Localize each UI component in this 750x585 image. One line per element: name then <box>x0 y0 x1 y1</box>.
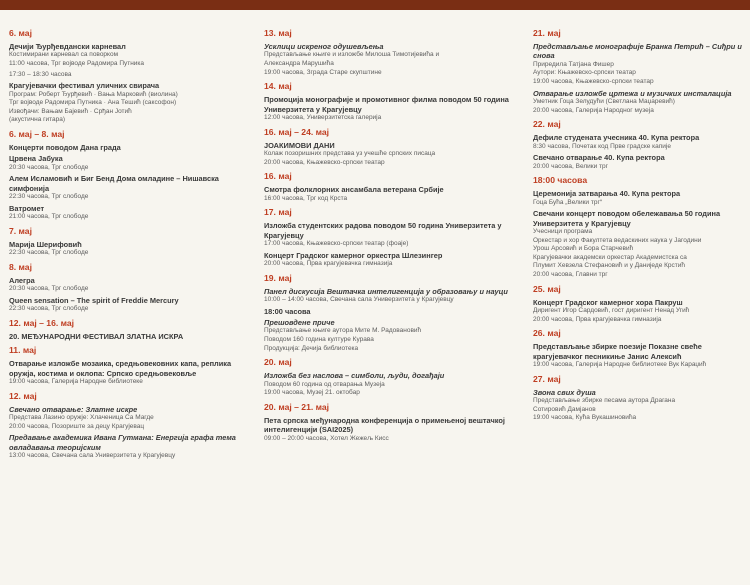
event-title: Изложба без наслова – симболи, људи, догађаји <box>264 371 445 381</box>
section-date: 17. мај <box>264 207 292 218</box>
section-date: 22. мај <box>533 119 561 130</box>
event-detail: Урош Арсовић и Бора Старчевић <box>533 245 634 253</box>
event-detail: Колаж позоришних представа уз учешће српских писаца <box>264 150 436 157</box>
event-item <box>533 89 747 116</box>
event-item <box>264 42 518 77</box>
event-item <box>9 81 245 125</box>
event-detail: 20:00 часова, Главни трг <box>533 270 608 278</box>
event-detail: 21:00 часова, Трг слободе <box>9 213 89 221</box>
event-title: Queen sensation – The spirit of Freddie Mercury <box>9 295 179 305</box>
event-detail: Трг војводе Радомира Путника · Ана Тешић (саксофон) <box>9 99 177 107</box>
event-title: Предавање академика Ивана Гутмана: Енергија графа тема овладавања теоријским <box>9 433 236 452</box>
event-item <box>9 174 245 201</box>
event-detail: Представљање књиге и изложбе Милоша Тимотијевића и <box>264 51 440 59</box>
event-detail: Извођачи: Вањам Бајевић · Срђан Јотић <box>9 107 132 115</box>
event-item <box>264 185 518 203</box>
event-title: Свечано отварање: Златне искре <box>9 404 138 414</box>
event-item <box>9 359 245 386</box>
event-detail: 17:30 – 18:30 часова <box>9 70 72 78</box>
event-title: Концерт Градског камерног оркестра Шлезингер <box>264 250 443 260</box>
section-date: 11. мај <box>9 345 37 356</box>
event-detail: 19:00 часова, Галерија Народне библиотеке <box>9 378 143 385</box>
schedule-column-3 <box>533 24 747 585</box>
event-detail: Александра Марушића <box>264 60 334 67</box>
top-border <box>0 0 750 10</box>
event-detail: 8:30 часова, Почетак код Прве градске капије <box>533 142 671 150</box>
event-title: Дечији Ђурђевдански карневал <box>9 42 126 51</box>
section-date: 13. мај <box>264 28 292 38</box>
event-title: Звона свих душа <box>533 387 596 397</box>
event-detail: 20:00 часова, Велики трг <box>533 162 609 170</box>
event-title: Изложба студентских радова поводом 50 година Универзитета у Крагујевцу <box>264 221 502 240</box>
event-item <box>264 251 518 269</box>
event-item <box>9 276 245 294</box>
section-date: 7. мај <box>9 225 32 236</box>
event-item <box>9 405 245 432</box>
event-title: Марија Шерифовић <box>9 239 82 249</box>
event-title: Панел дискусија Вештачка интелигенција у образовању и науци <box>264 286 508 296</box>
event-detail: 19:00 часова, Галерија Народне библиотеке Вук Караџић <box>533 360 707 368</box>
section-date: 19. мај <box>264 272 292 283</box>
event-item <box>9 240 245 258</box>
event-title: ЈОАКИМОВИ ДАНИ <box>264 140 335 150</box>
event-detail: 20:00 часова, Галерија Народног музеја <box>533 106 654 114</box>
section-date: 12. мај <box>9 390 37 401</box>
event-title: Концерти поводом Дана града <box>9 142 121 152</box>
event-item <box>533 298 747 325</box>
event-detail: Плумит Хевзела Стефановић и у Даниједе Крстић <box>533 262 685 270</box>
event-title: Свечано отварање 40. Купа ректора <box>533 153 665 163</box>
event-detail: Приредила Татјана Фишер <box>533 60 614 68</box>
event-detail: (акустична гитара) <box>9 116 66 124</box>
event-detail: 13:00 часова, Свечана сала Универзитета у Крагујевцу <box>9 452 176 459</box>
event-item <box>533 153 747 171</box>
event-item <box>533 388 747 423</box>
event-title: Свечани концерт поводом обележавања 50 година Универзитета у Крагујевцу <box>533 209 721 228</box>
event-title: Ватромет <box>9 203 45 213</box>
event-item <box>264 287 518 305</box>
event-item <box>9 433 245 460</box>
event-detail: 19:00 часова, Кућа Вукашиновића <box>533 414 637 422</box>
event-item <box>533 342 747 369</box>
section-date: 6. мај <box>9 28 32 38</box>
event-detail: Поводом 160 година културе Курава <box>264 336 374 343</box>
event-item <box>264 307 518 316</box>
event-detail: 20:00 часова, Прва крагујевачка гимназија <box>264 260 393 267</box>
event-detail: Учесници програма <box>533 228 593 235</box>
event-title: 20. МЕЂУНАРОДНИ ФЕСТИВАЛ ЗЛАТНА ИСКРА <box>9 331 184 341</box>
event-item <box>533 42 747 87</box>
event-detail: Представљање књиге аутора Мите М. Радовановић <box>264 327 422 335</box>
event-item <box>533 189 747 207</box>
schedule-column-2 <box>264 24 518 585</box>
event-item <box>264 371 518 398</box>
event-item <box>264 318 518 353</box>
event-detail: 11:00 часова, Трг војводе Радомира Путника <box>9 60 145 67</box>
event-detail: Представа Лазино оружје: Хлаченица Са Магде <box>9 414 154 421</box>
event-detail: 19:00 часова, Музеј 21. октобар <box>264 389 360 397</box>
event-detail: 22:30 часова, Трг слободе <box>9 305 89 313</box>
section-date: 12. мај – 16. мај <box>9 317 75 328</box>
event-title: Представљање монографије Бранка Петрић – Сиђри и снова <box>533 42 742 61</box>
event-detail: 20:30 часова, Трг слободе <box>9 285 89 293</box>
event-detail: Оркестар и хор Факултета ведаскиних наука у Јагодини <box>533 236 702 244</box>
event-title: Смотра фолклорних ансамбала ветерана Србије <box>264 185 444 195</box>
event-detail: Костимирани карневал са поворком <box>9 51 119 59</box>
event-detail: Аутори: Књажевско-српски театар <box>533 69 636 77</box>
event-detail: 19:00 часова, Зграда Старе скупштине <box>264 68 382 76</box>
event-detail: Продукција: Дечија библиотека <box>264 344 359 352</box>
event-detail: 22:30 часова, Трг слободе <box>9 193 89 201</box>
event-title: Представљање збирке поезије Показне свеће крагујевачког песникиње Јанис Алексић <box>533 342 702 361</box>
event-detail: Поводом 60 година од отварања Музеја <box>264 380 385 388</box>
event-title: Прешовдене приче <box>264 318 335 327</box>
section-date: 27. мај <box>533 373 561 384</box>
event-title: Крагујевачки фестивал уличних свирача <box>9 81 160 91</box>
event-item <box>533 133 747 151</box>
event-detail: 17:00 часова, Књажевско-српски театар (фоаје) <box>264 240 409 247</box>
event-item <box>9 204 245 222</box>
event-detail: 10:00 – 14:00 часова, Свечана сала Универзитета у Крагујевцу <box>264 296 454 303</box>
event-detail: 19:00 часова, Књажевско-српски театар <box>533 78 654 85</box>
event-title: Отварање изложбе мозаика, средњовековних капа, реплика оружја, костима и оклопа: Српско средњовековље <box>9 359 232 378</box>
event-item <box>264 141 518 168</box>
event-detail: Представљање збирке песама аутора Драгана <box>533 396 676 404</box>
section-date: 6. мај – 8. мај <box>9 128 65 139</box>
event-item <box>9 154 245 172</box>
event-title: Промоција монографије и промотивног филма поводом 50 година Универзитета у Крагујевцу <box>264 95 509 114</box>
event-item <box>9 296 245 314</box>
event-detail: 22:30 часова, Трг слободе <box>9 249 89 257</box>
event-title: Алегра <box>9 275 35 285</box>
event-detail: Крагујевачки академски оркестар Академистска са <box>533 253 687 261</box>
event-detail: Диригент Игор Сардовић, гост диригент Ненад Угић <box>533 306 690 314</box>
event-detail: Програм: Роберт Ђурђевић · Вања Марковић (виолина) <box>9 90 178 98</box>
event-detail: 16:00 часова, Трг код Крста <box>264 194 348 202</box>
section-date: 16. мај – 24. мај <box>264 126 330 137</box>
event-title: Црвена Јабука <box>9 154 63 164</box>
event-item <box>9 143 245 152</box>
event-detail: 20:00 часова, Позориште за децу Крагујевац <box>9 422 145 430</box>
section-date: 26. мај <box>533 328 561 339</box>
section-date: 20. мај <box>264 357 292 368</box>
event-item <box>9 42 245 69</box>
event-item <box>533 209 747 279</box>
event-title: Алем Исламовић и Биг Бенд Дома омладине – Нишавска симфонија <box>9 174 219 193</box>
event-title: Дефиле студената учесника 40. Купа ректора <box>533 133 700 143</box>
section-date: 14. мај <box>264 81 292 92</box>
event-title: Отварање изложбе цртежа и музичких инсталација <box>533 88 732 98</box>
event-title: Усклици искреног одушевљења <box>264 42 384 51</box>
section-date: 20. мај – 21. мај <box>264 401 330 412</box>
event-title: Церемонија затварања 40. Купа ректора <box>533 189 681 199</box>
event-title: 18:00 часова <box>264 306 311 316</box>
event-detail: Уметник Гоца Зелудући (Светлана Маџаревић) <box>533 98 675 105</box>
event-title: Концерт Градског камерног хора Пакруш <box>533 297 683 307</box>
event-title: Пета српска међународна конференција о примењеној вештачкој интелигенцији (SAI2025) <box>264 415 505 435</box>
section-date: 21. мај <box>533 28 561 38</box>
event-item <box>264 95 518 122</box>
schedule-column-1 <box>9 24 245 585</box>
event-detail: 12:00 часова, Универзитетска галерија <box>264 114 382 121</box>
event-item <box>9 332 245 341</box>
event-item <box>264 416 518 443</box>
event-detail: 09:00 – 20:00 часова, Хотел Жежељ Кисс <box>264 434 389 442</box>
event-item <box>264 221 518 248</box>
event-item <box>9 71 245 80</box>
event-detail: Гоца Бућа „Велики трг“ <box>533 198 602 206</box>
event-detail: 20:00 часова, Књажевско-српски театар <box>264 158 385 166</box>
event-detail: 20:30 часова, Трг слободе <box>9 163 89 171</box>
event-detail: Сотировић Дамјанов <box>533 405 596 413</box>
section-date: 18:00 часова <box>533 175 588 186</box>
section-date: 16. мај <box>264 171 292 182</box>
section-date: 8. мај <box>9 261 32 272</box>
section-date: 25. мај <box>533 283 561 294</box>
event-detail: 20:00 часова, Прва крагујевачка гимназија <box>533 315 662 323</box>
